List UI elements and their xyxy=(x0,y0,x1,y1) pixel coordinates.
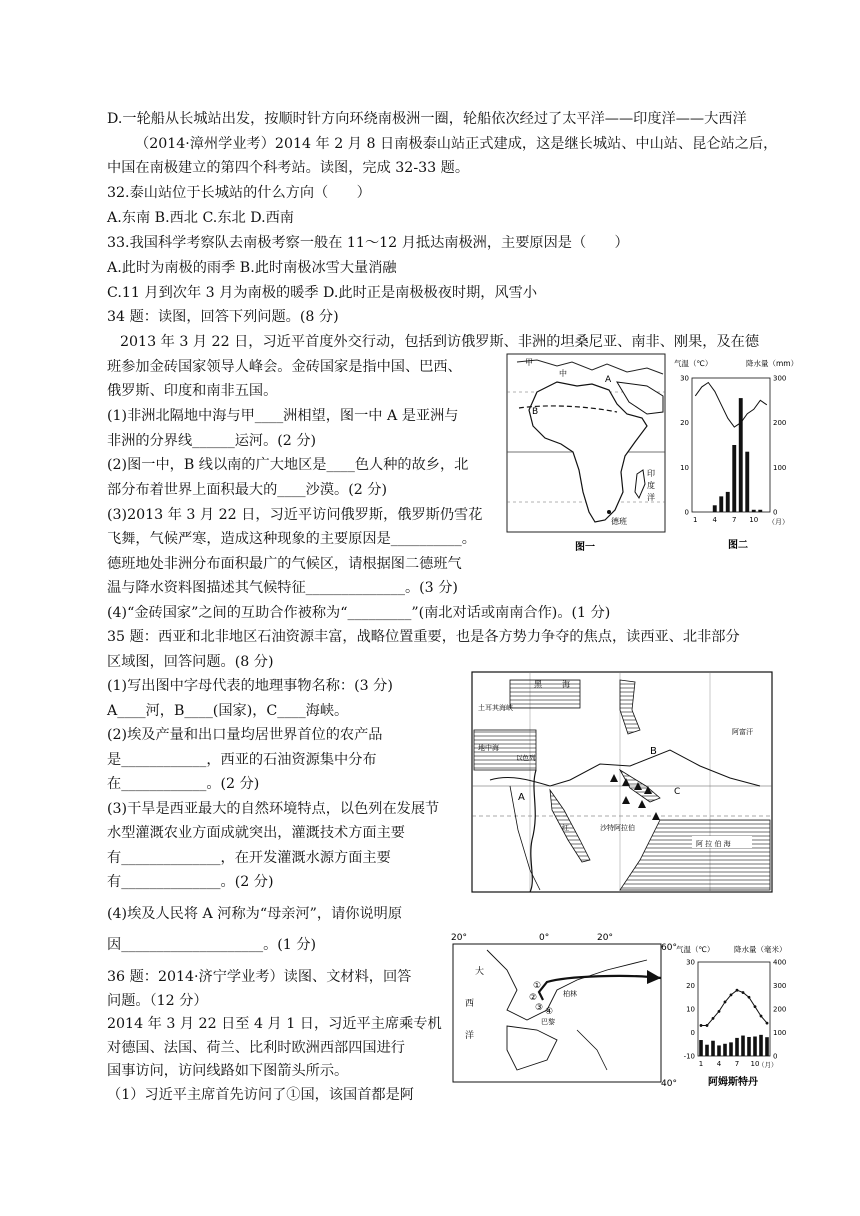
question-36-title-cont: 问题。（12 分） xyxy=(107,993,208,1009)
label-40: 40° xyxy=(661,1079,677,1089)
ams-temp-point xyxy=(724,1001,727,1004)
label-yang: 洋 xyxy=(647,493,655,502)
label-zhong: 中 xyxy=(559,369,567,378)
durban-precip-bar xyxy=(726,492,730,512)
question-34-title: 34 题：读图，回答下列问题。(8 分) xyxy=(107,309,339,325)
ams-precip-tick: 100 xyxy=(773,1029,787,1037)
durban-temp-tick: 30 xyxy=(680,374,689,383)
ams-temp-axis-label: 气温（℃） xyxy=(676,945,715,954)
label-du: 度 xyxy=(647,481,655,490)
durban-month-tick: 7 xyxy=(732,516,737,524)
question-34-passage: 2013 年 3 月 22 日，习近平首度外交行动，包括到访俄罗斯、非洲的坦桑尼亚、南非、刚果，及在德 xyxy=(120,334,760,350)
label-n3: ③ xyxy=(535,1003,544,1013)
label-20w: 20° xyxy=(451,933,467,943)
durban-month-tick: 10 xyxy=(749,516,759,524)
durban-temp-line xyxy=(695,383,767,428)
ams-temp-point xyxy=(700,1024,703,1027)
durban-month-unit: （月） xyxy=(768,518,789,526)
durban-precip-bar xyxy=(745,452,749,512)
question-34-part4: (4)“金砖国家”之间的互助合作被称为“_________”(南北对话或南南合作)。(1 分) xyxy=(107,605,611,621)
durban-precip-bar xyxy=(732,445,736,512)
ams-precip-tick: 400 xyxy=(773,958,787,967)
question-35-part3-cont3: 有______________。(2 分) xyxy=(107,874,274,890)
question-34-part1: (1)非洲北隔地中海与甲____洲相望，图一中 A 是亚洲与 xyxy=(107,408,459,424)
label-yiselie: 以色列 xyxy=(516,754,536,762)
durban-precip-tick: 200 xyxy=(773,419,787,428)
label-shate: 沙特阿拉伯 xyxy=(600,824,635,832)
question-35-part2: (2)埃及产量和出口量均居世界首位的农产品 xyxy=(107,727,383,743)
question-32: 32.泰山站位于长城站的什么方向（ ） xyxy=(107,185,371,201)
label-afuhan: 阿富汗 xyxy=(732,728,753,736)
amsterdam-climate-chart xyxy=(674,940,804,1090)
question-33-options-cd: C.11 月到次年 3 月为南极的暖季 D.此时正是南极极夜时期，风雪小 xyxy=(107,285,538,301)
durban-month-tick: 1 xyxy=(693,516,698,524)
durban-precip-tick: 0 xyxy=(773,508,778,517)
label-a: A xyxy=(605,375,612,385)
ams-precip-bar xyxy=(735,1038,739,1056)
label-n4: ④ xyxy=(545,1007,554,1017)
question-35-part4: (4)埃及人民将 A 河称为“母亲河”，请你说明原 xyxy=(107,906,403,922)
durban-dot xyxy=(607,510,611,514)
ams-temp-point xyxy=(748,996,751,999)
label-60: 60° xyxy=(661,943,677,953)
ams-precip-bar xyxy=(747,1037,751,1056)
durban-precip-bar xyxy=(758,510,762,512)
ams-temp-line xyxy=(701,990,767,1025)
question-35-part3: (3)干旱是西亚最大的自然环境特点，以色列在发展节 xyxy=(107,801,440,817)
ams-precip-bar xyxy=(705,1045,709,1056)
durban-precip-bar xyxy=(752,510,756,512)
question-34-part2: (2)图一中，B 线以南的广大地区是____色人种的故乡，北 xyxy=(107,457,469,473)
question-34-part1-cont: 非洲的分界线______运河。(2 分) xyxy=(107,433,317,449)
ams-precip-axis-label: 降水量（毫米） xyxy=(734,945,787,954)
durban-temp-axis-label: 气温（℃） xyxy=(674,359,713,368)
west-asia-map xyxy=(470,670,775,895)
question-36-passage-cont2: 国事访问，访问线路如下图箭头所示。 xyxy=(107,1063,349,1079)
question-36-passage: 2014 年 3 月 22 日至 4 月 1 日，习近平主席乘专机 xyxy=(107,1016,442,1032)
durban-climate-chart xyxy=(672,352,802,557)
ams-temp-tick: 20 xyxy=(686,982,695,990)
question-34-part2-cont: 部分布着世界上面积最大的____沙漠。(2 分) xyxy=(107,482,387,498)
ams-precip-bar xyxy=(759,1035,763,1056)
durban-precip-tick: 100 xyxy=(773,463,787,472)
durban-plot-frame xyxy=(692,378,770,512)
question-34-part3-cont3: 温与降水资料图描述其气候特征______________。(3 分) xyxy=(107,580,458,596)
question-33: 33.我国科学考察队去南极考察一般在 11～12 月抵达南极洲，主要原因是（ ） xyxy=(107,235,629,251)
label-b: B xyxy=(650,746,657,757)
ams-temp-tick: 10 xyxy=(686,1005,695,1014)
label-dizhonghai: 地中海 xyxy=(478,744,499,752)
question-36-passage-cont: 对德国、法国、荷兰、比利时欧洲西部四国进行 xyxy=(107,1040,405,1056)
label-hei: 黑 xyxy=(534,680,542,689)
ams-month-tick: 10 xyxy=(750,1060,760,1068)
durban-precip-tick: 300 xyxy=(773,374,787,383)
ams-precip-bar xyxy=(765,1037,769,1056)
label-arabia-sea: 阿 拉 伯 海 xyxy=(696,840,731,848)
question-36-part1: （1）习近平主席首先访问了①国，该国首都是阿 xyxy=(107,1087,414,1103)
label-yang: 洋 xyxy=(465,1031,475,1041)
question-35-title-cont: 区域图，回答问题。(8 分) xyxy=(107,654,274,670)
africa-map xyxy=(497,352,672,557)
ams-temp-tick: 0 xyxy=(690,1029,695,1037)
label-yin: 印 xyxy=(647,469,655,478)
question-31-option-d: D.一轮船从长城站出发，按顺时针方向环绕南极洲一圈，轮船依次经过了太平洋——印度洋——大西洋 xyxy=(107,111,747,127)
ams-temp-point xyxy=(754,1005,757,1008)
durban-temp-tick: 0 xyxy=(684,508,689,517)
ams-temp-point xyxy=(736,989,739,992)
ams-temp-tick: 30 xyxy=(686,958,695,967)
ams-precip-bar xyxy=(723,1044,727,1056)
ams-precip-bar xyxy=(729,1042,733,1056)
question-34-part3: (3)2013 年 3 月 22 日，习近平访问俄罗斯，俄罗斯仍雪花 xyxy=(107,507,483,523)
section-intro: （2014·漳州学业考）2014 年 2 月 8 日南极泰山站正式建成，这是继长城站、中山站、昆仑站之后， xyxy=(135,136,778,152)
caption-fig2: 图二 xyxy=(728,540,748,551)
section-intro-cont: 中国在南极建立的第四个科考站。读图，完成 32-33 题。 xyxy=(107,160,470,176)
label-jia: 甲 xyxy=(525,358,533,367)
question-35-part4-cont: 因____________________。(1 分) xyxy=(107,937,317,953)
ams-month-tick: 7 xyxy=(734,1060,740,1068)
label-hai: 海 xyxy=(562,680,570,689)
label-a: A xyxy=(518,792,525,803)
durban-temp-tick: 10 xyxy=(680,463,689,472)
label-b: B xyxy=(532,407,539,417)
label-tuerqi: 土耳其海峡 xyxy=(478,704,513,712)
ams-precip-tick: 300 xyxy=(773,982,787,990)
question-34-part3-cont: 飞舞，气候严寒，造成这种现象的主要原因是__________。 xyxy=(107,531,476,547)
question-35-part1: (1)写出图中字母代表的地理事物名称：(3 分) xyxy=(107,678,393,694)
question-35-part3-cont2: 有______________，在开发灌溉水源方面主要 xyxy=(107,850,391,866)
ams-precip-tick: 200 xyxy=(773,1005,787,1014)
question-35-part1-blanks: A____河，B____(国家)，C____海峡。 xyxy=(107,703,349,719)
label-n2: ② xyxy=(529,993,538,1003)
ams-precip-bar xyxy=(711,1041,715,1056)
question-36-title: 36 题：2014·济宁学业考）读图、文材料，回答 xyxy=(107,969,412,985)
ams-temp-point xyxy=(766,1022,769,1025)
label-bali: 巴黎 xyxy=(541,1018,555,1026)
label-xi: 西 xyxy=(465,999,475,1009)
question-35-part3-cont: 水型灌溉农业方面成就突出，灌溉技术方面主要 xyxy=(107,825,405,841)
ams-temp-tick: -10 xyxy=(683,1052,695,1061)
question-32-options: A.东南 B.西北 C.东北 D.西南 xyxy=(107,210,294,226)
europe-map xyxy=(447,930,702,1090)
ams-temp-point xyxy=(760,1015,763,1018)
label-0: 0° xyxy=(539,933,550,943)
durban-precip-bar xyxy=(739,398,743,512)
ams-precip-tick: 0 xyxy=(773,1052,778,1061)
ams-temp-point xyxy=(706,1024,709,1027)
ams-month-tick: 1 xyxy=(698,1060,704,1068)
question-34-part3-cont2: 德班地处非洲分布面积最广的气候区，请根据图二德班气 xyxy=(107,556,462,572)
ams-temp-point xyxy=(730,994,733,997)
question-34-passage-cont2: 俄罗斯、印度和南非五国。 xyxy=(107,383,278,399)
durban-temp-tick: 20 xyxy=(680,419,689,428)
ams-precip-bar xyxy=(699,1040,703,1056)
ams-temp-point xyxy=(712,1017,715,1020)
ams-month-tick: 4 xyxy=(716,1060,722,1068)
caption-amsterdam: 阿姆斯特丹 xyxy=(708,1077,758,1088)
question-35-part2-cont: 是____________，西亚的石油资源集中分布 xyxy=(107,752,377,768)
label-deban: 德班 xyxy=(611,517,627,526)
durban-month-tick: 4 xyxy=(712,516,717,524)
question-33-options-ab: A.此时为南极的雨季 B.此时南极冰雪大量消融 xyxy=(107,260,397,276)
ams-precip-bar xyxy=(717,1045,721,1056)
label-20e: 20° xyxy=(597,933,613,943)
question-35-title: 35 题：西亚和北非地区石油资源丰富，战略位置重要，也是各方势力争夺的焦点，读西亚、北非部分 xyxy=(107,629,740,645)
caption-fig1: 图一 xyxy=(575,542,595,553)
durban-precip-bar xyxy=(713,505,717,512)
label-n1: ① xyxy=(533,981,542,991)
ams-precip-bar xyxy=(741,1036,745,1056)
label-da: 大 xyxy=(475,967,485,977)
ams-temp-point xyxy=(718,1010,721,1013)
question-35-part2-cont2: 在____________。(2 分) xyxy=(107,776,260,792)
durban-precip-bar xyxy=(719,496,723,512)
ams-precip-bar xyxy=(753,1036,757,1056)
ams-month-unit: （月） xyxy=(758,1061,778,1069)
durban-precip-axis-label: 降水量（mm） xyxy=(746,359,799,368)
label-bolin: 柏林 xyxy=(563,990,577,998)
ams-temp-point xyxy=(742,991,745,994)
question-34-passage-cont: 班参加金砖国家领导人峰会。金砖国家是指中国、巴西、 xyxy=(107,359,462,375)
label-c: C xyxy=(674,787,681,797)
label-hong: 红 xyxy=(562,824,569,832)
